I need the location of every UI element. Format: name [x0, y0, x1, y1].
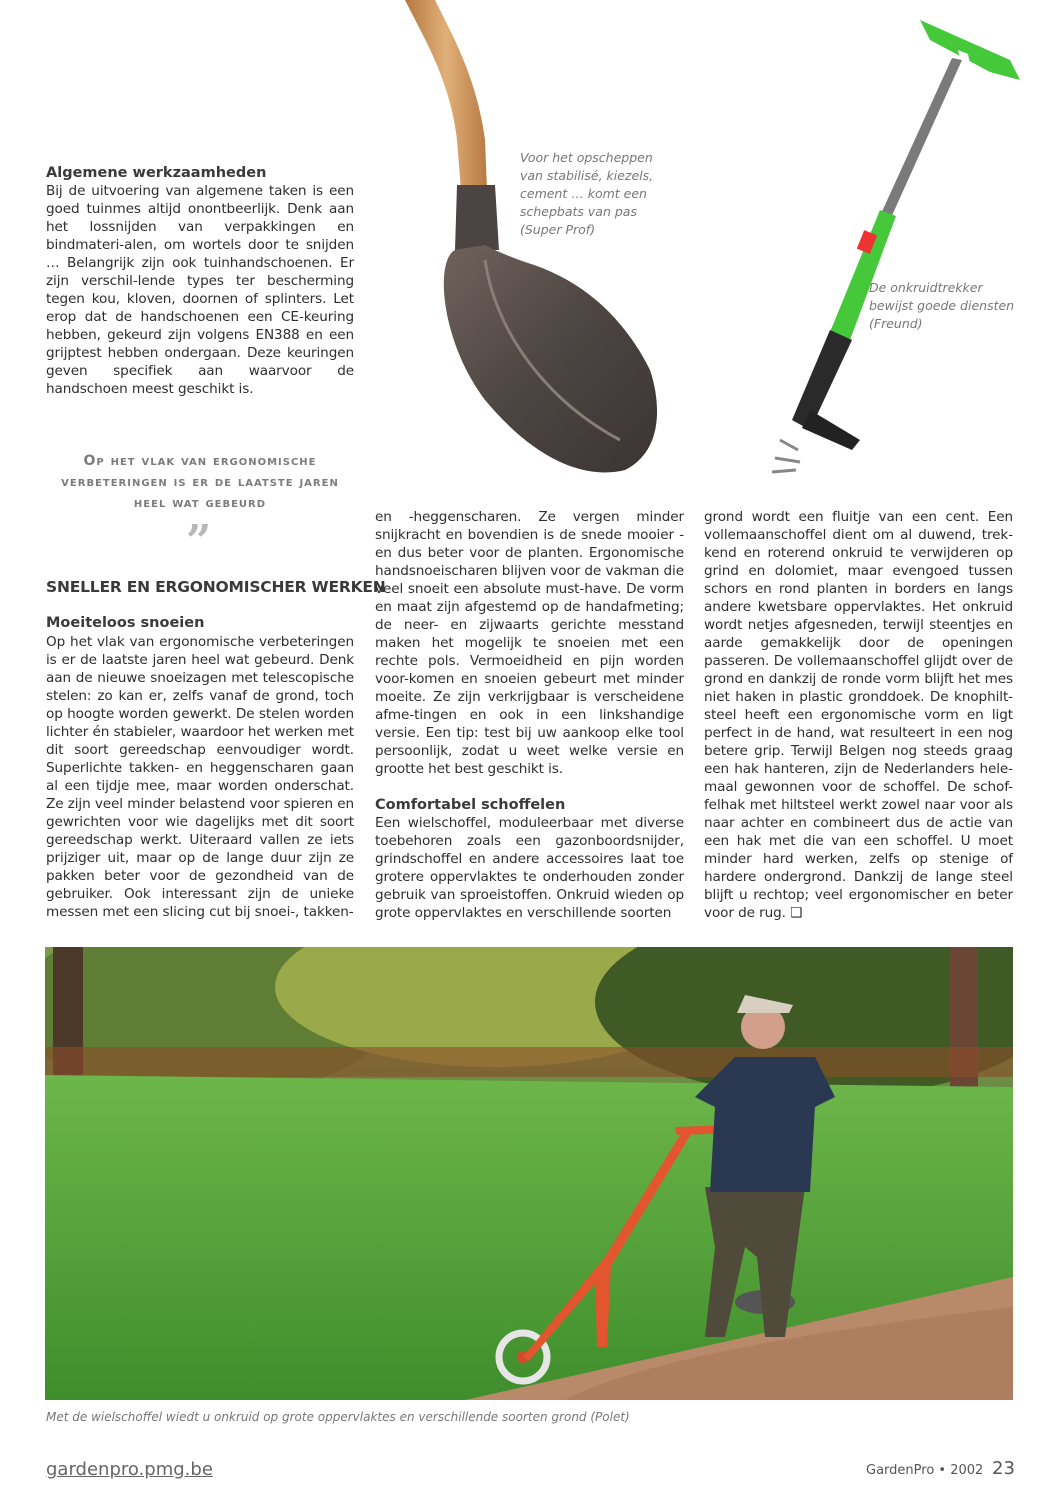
- pull-quote: Op het vlak van ergonomische verbeteringen is er de laatste jaren heel wat gebeurd: [61, 453, 339, 511]
- column-2b-text: Een wielschoffel, moduleerbaar met diverse toebehoren zoals een gazonboordsnijder, grindschoffel en andere accessoires laat toe grotere oppervlaktes te onderhouden zonder gebruik van sproeistoffen. Onkruid wieden op grote oppervlaktes en verschillende soorten: [375, 815, 684, 921]
- section-title: SNELLER EN ERGONOMISCHER WERKEN: [46, 578, 386, 596]
- column-2-text: en -heggenscharen. Ze vergen minder snijkracht en bovendien is de snede mooier - en dus beter voor de planten. Ergonomische handsnoeischaren blijven voor de vakman die veel snoeit een absolute must-have. De vorm en maat zijn afgestemd op de handafmeting; de neer- en zijwaarts gerichte messtand maken het mogelijk te snoeien met een rechte pols. Vermoeidheid en pijn worden voor-komen en snoeien gebeurt met minder moeite. Ze zijn verkrijgbaar is verscheidene afme-tingen en ook in een linkshandige versie. Een tip: test bij uw aankoop elke tool persoonlijk, zodat u weet welke versie en grootte het best geschikt is.: [375, 509, 684, 777]
- quote-mark-icon: ”: [186, 516, 212, 567]
- column-1-text: Op het vlak van ergonomische verbeteringen is er de laatste jaren heel wat gebeurd. Denk aan de nieuwe snoeizagen met telescopische stelen: zo kan er, zelfs vanaf de grond, toch op hoogte worden gewerkt. De stelen worden lichter én stabieler, waardoor het werken met dit soort gereedschap eenvoudiger wordt. Superlichte takken- en heggenscharen gaan al een tijdje mee, maar worden onderschat. Ze zijn veel minder belastend voor spieren en gewrichten voor wie dagelijks met dit soort gereedschap werkt. Uiteraard vallen ze iets prijziger uit, maar op de lange duur zijn ze pakken beter voor de gezondheid van de gebruiker. Ook interessant zijn de unieke messen met een slicing cut bij snoei-, takken-: [46, 634, 354, 920]
- end-mark-icon: ❑: [790, 905, 803, 921]
- paragraph-algemene: Bij de uitvoering van algemene taken is een goed tuinmes altijd onontbeerlijk. Denk aan het lossnijden van verpakkingen en bindmateri-alen, om wortels door te snijden … Belangrijk zijn ook tuinhandschoenen. Er zijn verschil-lende types ter bescherming tegen kou, kloven, doornen of splinters. Let erop dat de handschoenen een CE-keuring hebben, gekeurd zijn volgens EN388 en een grijptest hebben ondergaan. Deze keuringen geven specifiek aan waarvoor de handschoen meest geschikt is.: [46, 183, 354, 397]
- weeder-image: [740, 10, 1030, 480]
- heading-algemene-werkzaamheden: Algemene werkzaamheden: [46, 165, 267, 181]
- column-3-text: [704, 508, 1013, 922]
- subheading-comfortabel-schoffelen: Comfortabel schoffelen: [375, 797, 566, 813]
- footer-magazine: GardenPro • 2002: [866, 1463, 984, 1478]
- column-3-body: grond wordt een fluitje van een cent. Een vollemaanschoffel dient om al duwend, trek-kend en roterend onkruid te verwijderen op grind en dolomiet, maar evengoed tussen schors en rond planten in borders en langs andere kwetsbare oppervlaktes. Het onkruid wordt netjes afgesneden, terwijl steentjes en aarde gemakkelijk door de openingen passeren. De vollemaanschoffel glijdt over de grond en dankzij de ronde vorm blijft het mes niet haken in plastic gronddoek. De knophilt-steel heeft een ergonomische vorm en ligt perfect in de hand, wat resulteert in een nog betere grip. Terwijl Belgen nog steeds graag een hak hanteren, zijn de Nederlanders hele-maal gewonnen voor de schoffel. De schof-felhak met hiltsteel werkt zowel naar voor als naar achter en combineert dus de actie van een hak met die van een schoffel. U moet minder hard werken, zelfs op stenige of hardere ondergrond. Dankzij de lange steel blijft u rechtop; veel ergonomischer en beter voor de rug.: [704, 509, 1013, 921]
- shovel-image: [395, 0, 685, 480]
- page-number: 23: [992, 1458, 1015, 1479]
- subheading-moeiteloos-snoeien: Moeiteloos snoeien: [46, 615, 205, 631]
- caption-weeder: De onkruidtrekker bewijst goede diensten (Freund): [869, 280, 1015, 331]
- caption-photo: Met de wielschoffel wiedt u onkruid op grote oppervlaktes en verschillende soorten grond (Polet): [46, 1410, 630, 1424]
- caption-shovel: Voor het opscheppen van stabilisé, kiezels, cement … komt een schepbats van pas (Super Prof): [520, 150, 654, 237]
- footer-url-link[interactable]: gardenpro.pmg.be: [46, 1459, 213, 1480]
- wheel-hoe-photo: [45, 947, 1013, 1400]
